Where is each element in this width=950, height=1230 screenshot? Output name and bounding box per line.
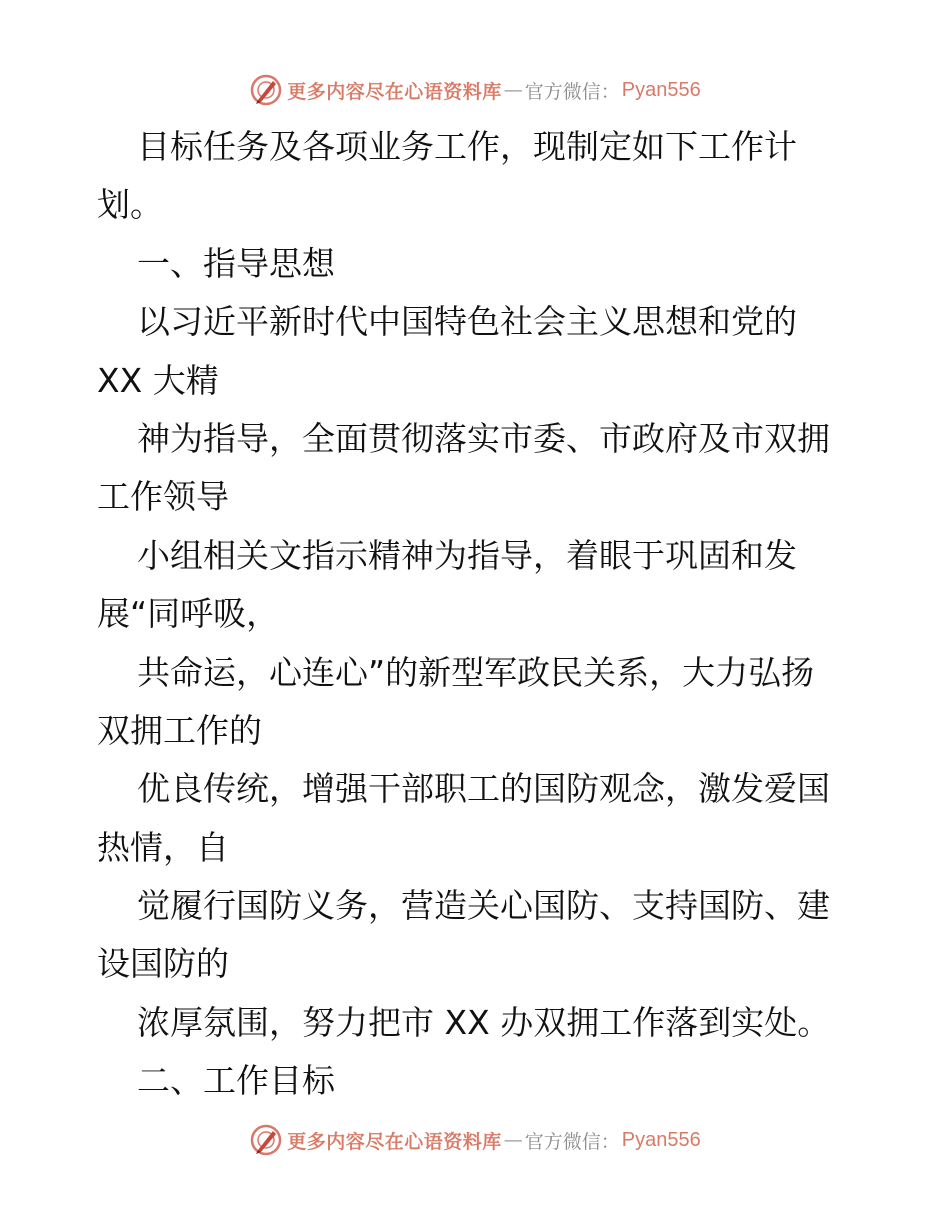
banner-main-text: 更多内容尽在心语资料库 — [287, 1130, 502, 1153]
text-line: 热情，自 — [97, 827, 229, 867]
header-watermark-banner — [0, 70, 950, 110]
text-line: 目标任务及各项业务工作，现制定如下工作计 — [137, 127, 797, 166]
text-line: 双拥工作的 — [97, 710, 262, 750]
document-body — [97, 118, 877, 1111]
text-line: XX 大精 — [97, 360, 219, 400]
text-line: 神为指导，全面贯彻落实市委、市政府及市双拥 — [137, 418, 830, 458]
pen-logo-icon — [249, 73, 283, 107]
banner-separator: — — [503, 1129, 523, 1151]
banner-wechat-id: Pyan556 — [621, 78, 701, 101]
banner-wechat-label: 官方微信： — [524, 80, 620, 103]
text-line: 设国防的 — [97, 944, 229, 984]
text-line: 优良传统，增强干部职工的国防观念，激发爱国 — [137, 769, 830, 809]
banner-main-text: 更多内容尽在心语资料库 — [287, 80, 502, 103]
pen-logo-icon — [249, 1123, 283, 1157]
text-line: 觉履行国防义务，营造关心国防、支持国防、建 — [137, 886, 830, 926]
text-line: 小组相关文指示精神为指导，着眼于巩固和发 — [137, 535, 797, 575]
banner-wechat-label: 官方微信： — [524, 1130, 620, 1153]
text-line: 以习近平新时代中国特色社会主义思想和党的 — [137, 302, 797, 342]
section-heading: 一、指导思想 — [137, 243, 335, 283]
text-line: 共命运，心连心”的新型军政民关系，大力弘扬 — [137, 652, 815, 692]
text-line: 展“同呼吸， — [97, 594, 280, 634]
text-line: 划。 — [97, 185, 163, 225]
section-heading: 二、工作目标 — [137, 1061, 335, 1101]
footer-watermark-banner — [0, 1120, 950, 1160]
banner-separator: — — [503, 79, 523, 101]
text-line: 浓厚氛围，努力把市 XX 办双拥工作落到实处。 — [137, 1002, 831, 1042]
banner-wechat-id: Pyan556 — [621, 1128, 701, 1151]
text-line: 工作领导 — [97, 477, 229, 517]
